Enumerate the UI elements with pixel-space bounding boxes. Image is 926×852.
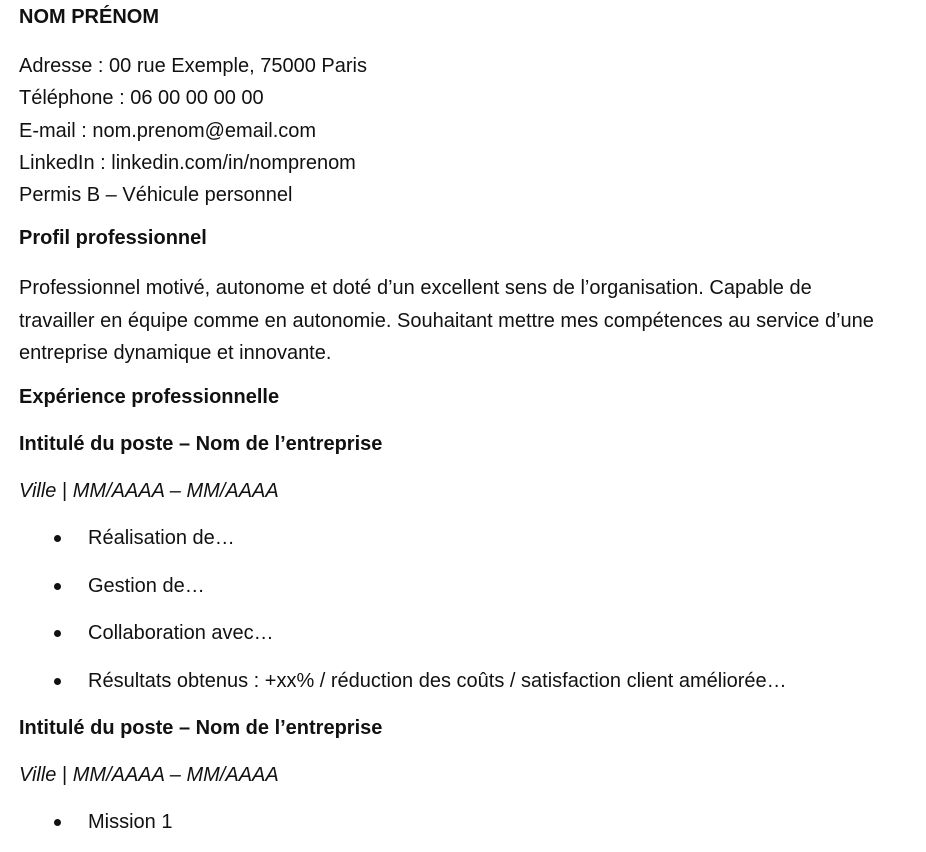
profile-heading: Profil professionnel xyxy=(19,227,207,250)
bullet-icon xyxy=(54,535,61,542)
list-item xyxy=(19,809,926,835)
contact-license: Permis B – Véhicule personnel xyxy=(19,184,293,207)
list-item-text: Collaboration avec… xyxy=(88,622,274,645)
list-item xyxy=(19,573,926,599)
job-city: Ville xyxy=(19,764,57,787)
list-item-text: Réalisation de… xyxy=(88,527,235,550)
bullet-icon xyxy=(54,630,61,637)
job-dates: MM/AAAA – MM/AAAA xyxy=(72,764,279,787)
bullet-icon xyxy=(54,678,61,685)
job-city: Ville xyxy=(19,480,57,503)
contact-address: Adresse : 00 rue Exemple, 75000 Paris xyxy=(19,55,367,77)
experience-heading: Expérience professionnelle xyxy=(19,386,280,409)
profile-text: Professionnel motivé, autonome et doté d’un excellent sens de l’organisation. Capable de travailler en équipe comme en autonomie. Souhaitant mettre mes compétences au service d’une entreprise dynamique et innovante. xyxy=(19,277,874,365)
contact-block xyxy=(19,50,926,211)
list-item xyxy=(19,668,926,694)
job-meta xyxy=(19,762,926,788)
contact-phone: Téléphone : 06 00 00 00 00 xyxy=(19,87,264,110)
job-separator: | xyxy=(56,764,73,787)
list-item-text: Mission 1 xyxy=(88,811,173,834)
list-item xyxy=(19,525,926,551)
list-item-text: Résultats obtenus : +xx% / réduction des coûts / satisfaction client améliorée… xyxy=(88,669,787,692)
contact-linkedin: LinkedIn : linkedin.com/in/nomprenom xyxy=(19,151,356,174)
list-item xyxy=(19,620,926,646)
job-separator: | xyxy=(56,480,73,503)
job-title: Intitulé du poste – Nom de l’entreprise xyxy=(19,433,383,456)
job-title: Intitulé du poste – Nom de l’entreprise xyxy=(19,717,383,740)
job-dates: MM/AAAA – MM/AAAA xyxy=(72,480,279,503)
bullet-icon xyxy=(54,819,61,826)
job-meta xyxy=(19,478,926,504)
bullet-icon xyxy=(54,583,61,590)
contact-email: E-mail : nom.prenom@email.com xyxy=(19,119,317,142)
resume-name: NOM PRÉNOM xyxy=(19,6,159,28)
list-item-text: Gestion de… xyxy=(88,574,205,597)
job-task-list xyxy=(19,525,926,694)
job-task-list xyxy=(19,809,926,835)
